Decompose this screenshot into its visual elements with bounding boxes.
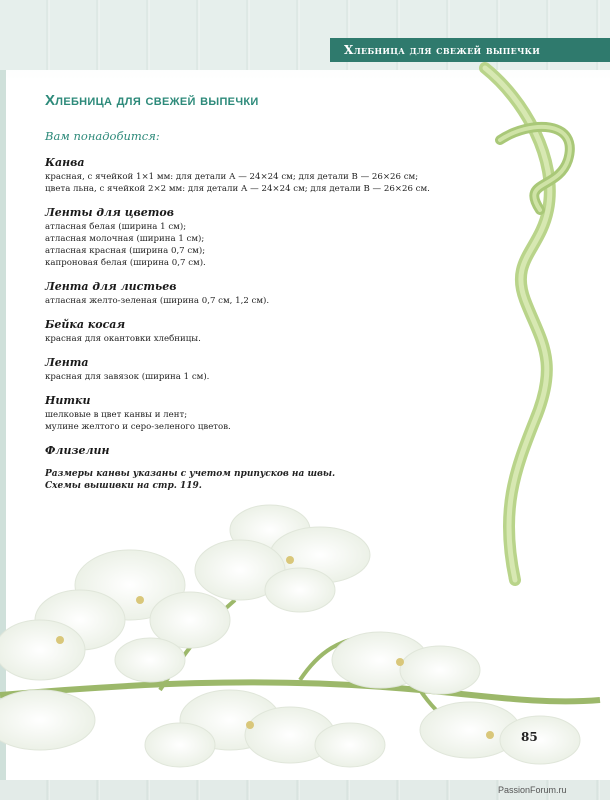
notes <box>45 468 465 492</box>
note-line: Размеры канвы указаны с учетом припусков на швы. <box>45 469 336 479</box>
section-line: атласная белая (ширина 1 см); <box>45 222 187 232</box>
section-line: мулине желтого и серо-зеленого цветов. <box>45 422 231 432</box>
section-line: цвета льна, с ячейкой 2×2 мм: для детали А — 24×24 см; для детали В — 26×26 см. <box>45 184 430 194</box>
running-header <box>330 38 610 62</box>
materials-subtitle: Вам понадобится: <box>45 129 160 143</box>
page-title: Хлебница для свежей выпечки <box>45 92 259 109</box>
section-flower-ribbons <box>45 206 465 269</box>
section-heading: Флизелин <box>45 444 110 457</box>
section-interfacing <box>45 444 465 457</box>
section-line: красная для окантовки хлебницы. <box>45 334 201 344</box>
note-line: Схемы вышивки на стр. 119. <box>45 481 202 491</box>
section-line: шелковые в цвет канвы и лент; <box>45 410 188 420</box>
section-line: атласная молочная (ширина 1 см); <box>45 234 205 244</box>
section-heading: Канва <box>45 156 85 169</box>
section-kanva <box>45 156 465 195</box>
section-leaf-ribbon <box>45 280 465 307</box>
section-threads <box>45 394 465 433</box>
watermark: PassionForum.ru <box>498 785 567 795</box>
page-number: 85 <box>521 730 538 744</box>
section-line: красная, с ячейкой 1×1 мм: для детали А — 24×24 см; для детали В — 26×26 см; <box>45 172 419 182</box>
section-heading: Ленты для цветов <box>45 206 174 219</box>
section-line: красная для завязок (ширина 1 см). <box>45 372 210 382</box>
section-line: атласная красная (ширина 0,7 см); <box>45 246 206 256</box>
section-heading: Лента для листьев <box>45 280 177 293</box>
running-header-title: Хлебница для свежей выпечки <box>344 43 541 57</box>
section-ribbon <box>45 356 465 383</box>
section-heading: Бейка косая <box>45 318 126 331</box>
materials-content <box>45 92 465 492</box>
section-heading: Нитки <box>45 394 91 407</box>
white-flowers-illustration <box>0 490 610 780</box>
section-line: капроновая белая (ширина 0,7 см). <box>45 258 206 268</box>
section-bias-tape <box>45 318 465 345</box>
section-heading: Лента <box>45 356 89 369</box>
section-line: атласная желто-зеленая (ширина 0,7 см, 1,2 см). <box>45 296 270 306</box>
